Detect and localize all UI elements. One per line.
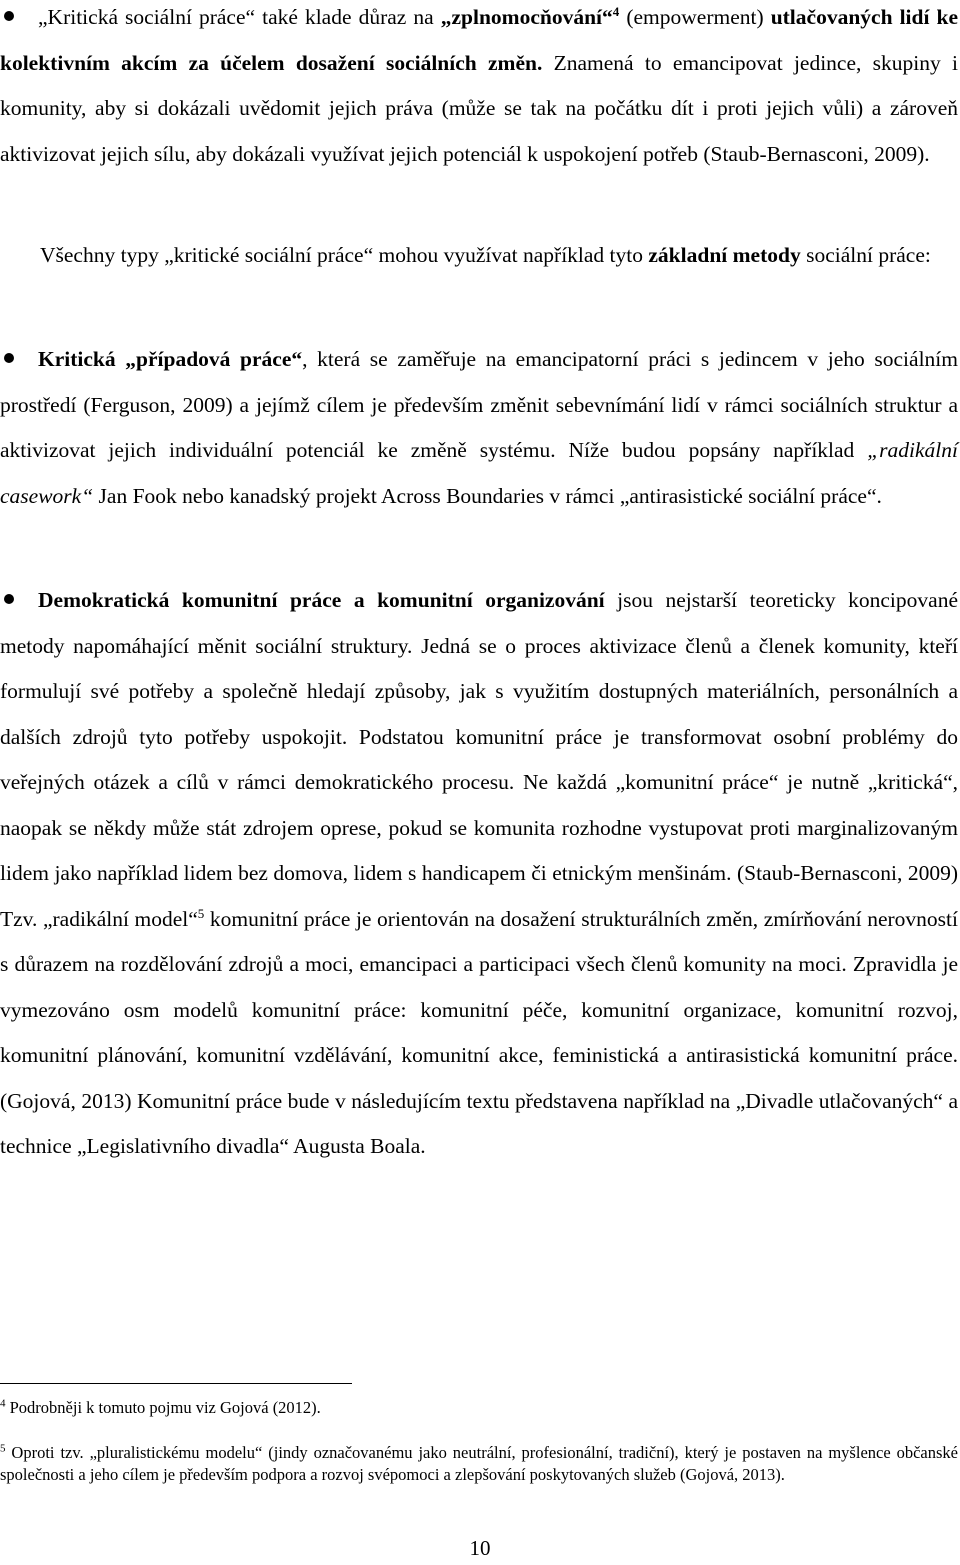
text-run: „Kritická sociální práce“ také klade důraz na [38,5,441,29]
page-number: 10 [469,1536,491,1560]
footnote-separator [0,1383,352,1384]
bullet-paragraph-case-work [0,337,958,519]
bullet-icon [4,11,14,21]
bold-term: „zplnomocňování“ [440,5,613,29]
footnote-text: Oproti tzv. „pluralistickému modelu“ (jindy označovanému jako neutrální, profesionální, tradiční), který je postaven na myšlence občanské společnosti a jeho cílem je především podpora a rozvoj svépomoci a zlepšování poskytovaných služeb (Gojová, 2013). [0,1443,958,1484]
text-run: Znamená to emancipovat jedince, skupiny i komunity, aby si dokázali uvědomit jejich práva (může se tak na počátku dít i proti jejich vůli) a zároveň aktivizovat jejich sílu, aby dokázali využívat jejich potenciál k uspokojení potřeb (Staub-Bernasconi, 2009). [0,50,958,166]
bold-term: Demokratická komunitní práce a komunitní organizování [38,588,605,612]
paragraph-text [0,233,958,279]
footnote-4 [0,1397,958,1419]
text-run: (empowerment) [619,5,771,29]
paragraph-methods-intro [0,233,958,279]
paragraph-text [0,337,958,519]
footnote-5 [0,1442,958,1486]
footnote-number: 4 [0,1397,6,1410]
footnote-ref-5: 5 [197,905,205,921]
footnote-number: 5 [0,1442,6,1455]
bold-term: Kritická „případová práce“ [38,347,303,371]
text-run: sociální práce: [800,243,931,267]
bullet-paragraph-community-work [0,578,958,1170]
text-run: jsou nejstarší teoreticky koncipované metody napomáhající měnit sociální struktury. Jedná se o proces aktivizace členů a členek komunity, kteří formulují své potřeby a společně hledají způsoby, jak s využitím dostupných materiálních, personálních a dalších zdrojů tyto potřeby uspokojit. Podstatou komunitní práce je transformovat osobní problémy do veřejných otázek a cílů v rámci demokratického procesu. Ne každá „komunitní práce“ je nutně „kritická“, naopak se někdy může stát zdrojem oprese, pokud se komunita rozhodne vystupovat proti marginalizovaným lidem jako například lidem bez domova, lidem s handicapem či etnickým menšinám. (Staub-Bernasconi, 2009) Tzv. „radikální model“ [0,588,958,931]
italic-term: „radikální casework“ [0,438,958,508]
bold-phrase: utlačovaných lidí ke kolektivním akcím za účelem dosažení sociálních změn. [0,5,959,75]
bullet-paragraph-empowerment [0,0,958,177]
footnote-text: Podrobněji k tomuto pojmu viz Gojová (2012). [5,1398,321,1417]
paragraph-text [0,0,958,177]
text-run: Jan Fook nebo kanadský projekt Across Boundaries v rámci „antirasistické sociální práce“. [93,483,882,508]
bold-term: základní metody [648,243,801,267]
text-run: komunitní práce je orientován na dosažení strukturálních změn, zmírňování nerovností s důrazem na rozdělování zdrojů a moci, emancipaci a participaci všech členů komunity na moci. Zpravidla je vymezováno osm modelů komunitní práce: komunitní péče, komunitní organizace, komunitní rozvoj, komunitní plánování, komunitní vzdělávání, komunitní akce, feministická a antirasistická komunitní práce. (Gojová, 2013) Komunitní práce bude v následujícím textu představena například na „Divadle utlačovaných“ a technice „Legislativního divadla“ Augusta Boala. [0,906,958,1158]
text-run: Všechny typy „kritické sociální práce“ mohou využívat například tyto [40,243,649,267]
footnote-ref-4: 4 [612,3,620,19]
bullet-icon [4,594,14,604]
text-run: , která se zaměřuje na emancipatorní práci s jedincem v jeho sociálním prostředí (Ferguson, 2009) a jejímž cílem je především změnit sebevnímání lidí v rámci sociálních struktur a aktivizovat jejich individuální potenciál ke změně systému. Níže budou popsány například [0,347,958,462]
paragraph-text [0,578,958,1170]
bullet-icon [4,353,14,363]
